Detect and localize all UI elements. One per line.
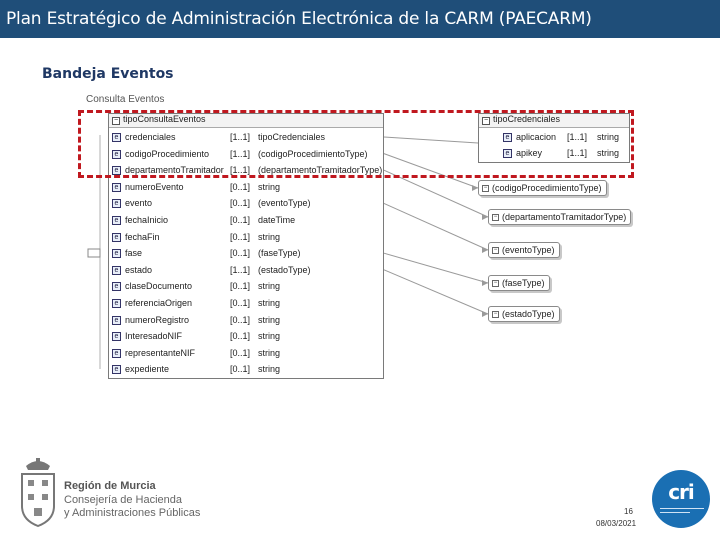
- simple-type-icon: −: [493, 214, 498, 220]
- simple-type-icon: −: [483, 185, 488, 191]
- element-cardinality: [0..1]: [230, 347, 251, 358]
- simple-type-name: (estadoType): [502, 309, 555, 319]
- element-name: numeroEvento: [125, 181, 184, 192]
- simple-type-name: (eventoType): [502, 245, 555, 255]
- element-name: codigoProcedimiento: [125, 148, 210, 159]
- element-type: tipoCredenciales: [258, 132, 326, 142]
- element-cardinality: [1..1]: [230, 264, 251, 275]
- element-name: numeroRegistro: [125, 314, 190, 325]
- element-icon: e: [503, 133, 512, 142]
- element-name: departamentoTramitador: [125, 165, 224, 176]
- element-icon: e: [112, 349, 121, 358]
- simple-type-name: (faseType): [502, 278, 545, 288]
- simple-type-box: [488, 242, 560, 258]
- element-cardinality: [1..1]: [567, 148, 588, 158]
- element-row: [112, 329, 382, 345]
- complex-type-icon: −: [113, 117, 119, 124]
- credentials-type-name: tipoCredenciales: [493, 114, 561, 124]
- org-department-line2: y Administraciones Públicas: [64, 507, 201, 519]
- element-row: [112, 263, 382, 279]
- element-cardinality: [0..1]: [230, 248, 251, 259]
- element-icon: e: [112, 282, 121, 291]
- simple-type-name: (departamentoTramitadorType): [502, 212, 627, 222]
- element-icon: e: [112, 166, 121, 175]
- element-name: fase: [125, 248, 143, 259]
- element-type: string: [258, 231, 281, 242]
- element-type: (estadoType): [258, 264, 311, 275]
- region-murcia-logo: [18, 456, 218, 530]
- cri-logo-subtitle-mark: [660, 506, 704, 516]
- element-icon: e: [112, 332, 121, 341]
- element-row: [112, 246, 382, 262]
- page-number: 16: [624, 507, 633, 516]
- element-name: representanteNIF: [125, 347, 196, 358]
- element-cardinality: [0..1]: [230, 181, 251, 192]
- element-name: fechaFin: [125, 231, 160, 242]
- element-cardinality: [1..1]: [567, 132, 588, 142]
- main-type-name: tipoConsultaEventos: [123, 114, 206, 124]
- header-bar: [0, 0, 720, 38]
- element-cardinality: [1..1]: [230, 148, 251, 159]
- element-cardinality: [0..1]: [230, 298, 251, 308]
- simple-type-box: [488, 275, 550, 291]
- element-type: string: [258, 331, 281, 342]
- element-row: [112, 180, 382, 196]
- element-name: credenciales: [125, 132, 176, 142]
- element-name: evento: [125, 198, 153, 209]
- element-name: estado: [125, 264, 153, 275]
- element-name: expediente: [125, 364, 170, 375]
- element-row: [112, 196, 382, 212]
- element-icon: e: [112, 133, 121, 142]
- element-type: string: [258, 347, 281, 358]
- simple-type-icon: −: [493, 247, 498, 253]
- element-cardinality: [0..1]: [230, 198, 251, 209]
- org-name: Región de Murcia: [64, 480, 156, 492]
- element-cardinality: [1..1]: [230, 132, 251, 142]
- simple-type-box: [488, 209, 631, 225]
- element-type: string: [258, 298, 281, 308]
- element-icon: e: [112, 249, 121, 258]
- element-row: [112, 362, 382, 378]
- complex-type-icon: −: [483, 117, 489, 124]
- element-cardinality: [1..1]: [230, 165, 251, 176]
- element-cardinality: [0..1]: [230, 331, 251, 342]
- element-type: (departamentoTramitadorType): [258, 165, 383, 176]
- element-icon: e: [112, 233, 121, 242]
- element-name: referenciaOrigen: [125, 298, 193, 308]
- element-icon: e: [112, 183, 121, 192]
- element-icon: e: [112, 365, 121, 374]
- highlight-frame: [78, 110, 634, 178]
- section-title: Bandeja Eventos: [42, 66, 174, 82]
- connector-line: [384, 253, 488, 283]
- page-date: 08/03/2021: [596, 519, 637, 528]
- simple-type-icon: −: [493, 311, 498, 317]
- diagram-title: Consulta Eventos: [86, 94, 165, 105]
- element-row: [112, 279, 382, 295]
- element-type: string: [258, 364, 281, 375]
- element-icon: e: [112, 216, 121, 225]
- element-name: claseDocumento: [125, 281, 193, 292]
- element-row: [112, 230, 382, 246]
- connector-line: [384, 270, 488, 314]
- simple-type-box: [488, 306, 560, 322]
- element-type: (eventoType): [258, 198, 311, 209]
- org-department-line1: Consejería de Hacienda: [64, 494, 183, 506]
- element-type: string: [597, 148, 620, 158]
- element-type: (faseType): [258, 248, 301, 259]
- sequence-icon: [88, 249, 100, 257]
- element-name: aplicacion: [516, 132, 557, 142]
- page-header-title: Plan Estratégico de Administración Electrónica de la CARM (PAECARM): [6, 9, 592, 29]
- simple-type-icon: −: [493, 280, 498, 286]
- element-cardinality: [0..1]: [230, 231, 251, 242]
- simple-type-box: [478, 180, 607, 196]
- element-cardinality: [0..1]: [230, 281, 251, 292]
- element-name: fechaInicio: [125, 215, 169, 225]
- element-row: [112, 296, 382, 312]
- element-cardinality: [0..1]: [230, 364, 251, 375]
- element-type: string: [258, 281, 281, 292]
- element-type: string: [258, 314, 281, 325]
- element-cardinality: [0..1]: [230, 314, 251, 325]
- element-type: (codigoProcedimientoType): [258, 148, 368, 159]
- element-name: InteresadoNIF: [125, 331, 183, 342]
- element-icon: e: [112, 316, 121, 325]
- element-icon: e: [112, 199, 121, 208]
- element-type: string: [258, 181, 281, 192]
- element-icon: e: [112, 299, 121, 308]
- element-icon: e: [112, 266, 121, 275]
- element-type: string: [597, 132, 620, 142]
- cri-logo: [652, 470, 710, 528]
- element-icon: e: [503, 149, 512, 158]
- crest-icon: [18, 456, 58, 528]
- element-type: dateTime: [258, 215, 296, 225]
- element-name: apikey: [516, 148, 543, 158]
- simple-type-name: (codigoProcedimientoType): [492, 183, 602, 193]
- element-cardinality: [0..1]: [230, 215, 251, 225]
- element-icon: e: [112, 150, 121, 159]
- element-row: [112, 346, 382, 362]
- element-row: [112, 213, 382, 229]
- cri-logo-text: cri: [668, 480, 694, 504]
- element-row: [112, 313, 382, 329]
